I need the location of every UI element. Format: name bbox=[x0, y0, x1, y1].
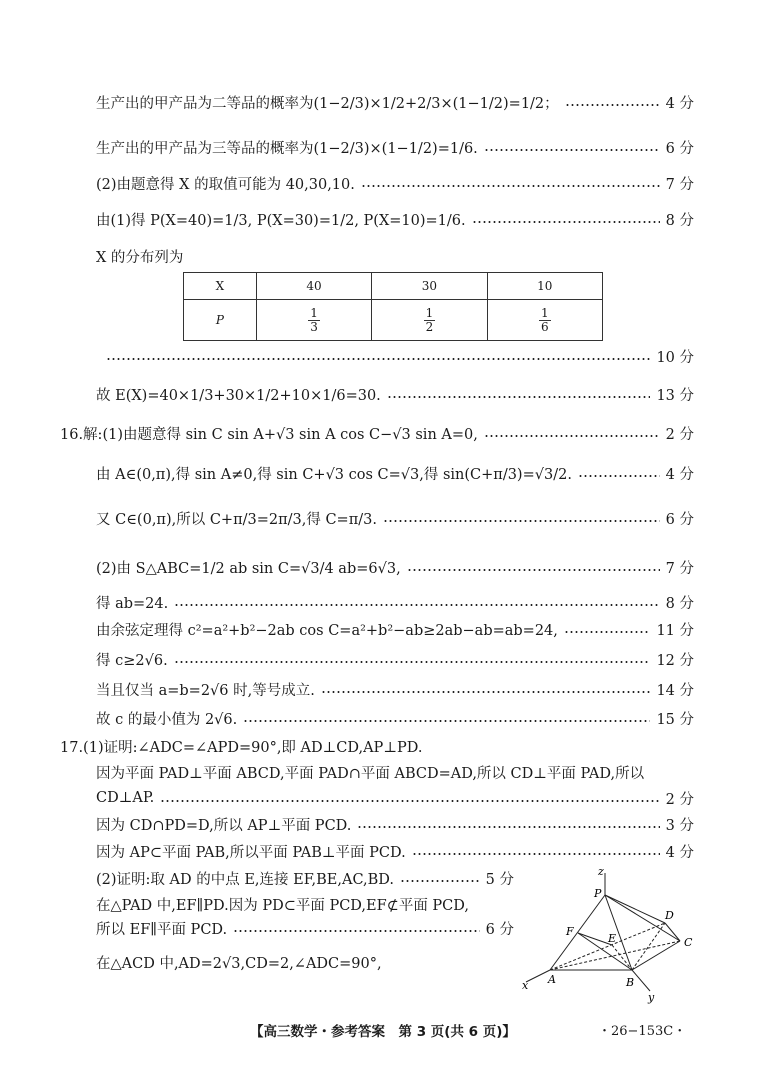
label-F: F bbox=[566, 925, 574, 938]
segment-EF bbox=[578, 933, 612, 945]
segment-FB bbox=[578, 933, 632, 970]
label-C: C bbox=[684, 936, 693, 949]
dot-leader bbox=[321, 691, 651, 693]
answer-line: 由余弦定理得 c²=a²+b²−2ab cos C=a²+b²−ab≥2ab−ab=ab=24, 11 分 bbox=[96, 622, 694, 639]
dot-leader bbox=[357, 826, 659, 828]
edge-DC bbox=[665, 923, 680, 941]
dot-leader bbox=[565, 104, 660, 106]
answer-line: 因为 AP⊂平面 PAB,所以平面 PAB⊥平面 PCD. 4 分 bbox=[96, 844, 694, 861]
answer-line: 当且仅当 a=b=2√6 时,等号成立. 14 分 bbox=[96, 682, 694, 699]
answer-line: 又 C∈(0,π),所以 C+π/3=2π/3,得 C=π/3. 6 分 bbox=[96, 511, 694, 528]
dot-leader bbox=[243, 720, 650, 722]
table-row bbox=[184, 273, 603, 300]
table-cell: $\frac{1}{3}$ bbox=[256, 300, 371, 341]
answer-line: 10 分 bbox=[100, 342, 694, 370]
dot-leader bbox=[106, 358, 650, 360]
diagonal-AC bbox=[550, 941, 680, 970]
label-D: D bbox=[665, 909, 674, 922]
dot-leader bbox=[472, 221, 660, 223]
dot-leader bbox=[383, 520, 660, 522]
edge-PA bbox=[550, 895, 605, 970]
answer-line: 得 c≥2√6. 12 分 bbox=[96, 652, 694, 669]
table-header-cell: 30 bbox=[372, 273, 487, 300]
table-row bbox=[184, 300, 603, 341]
dot-leader bbox=[174, 661, 651, 663]
segment-EB bbox=[612, 945, 632, 970]
table-header-cell: 10 bbox=[487, 273, 602, 300]
label-y: y bbox=[648, 991, 655, 1004]
answer-line: 生产出的甲产品为三等品的概率为(1−2/3)×(1−1/2)=1/6. 6 分 bbox=[96, 140, 694, 157]
dot-leader bbox=[233, 930, 480, 932]
label-z: z bbox=[598, 865, 604, 878]
page-footer: 【高三数学・参考答案 第 3 页(共 6 页)】 bbox=[250, 1024, 516, 1040]
label-E: E bbox=[608, 932, 617, 945]
answer-line: 由(1)得 P(X=40)=1/3, P(X=30)=1/2, P(X=10)=1/6. 8 分 bbox=[96, 212, 694, 229]
answer-line: 所以 EF∥平面 PCD. 6 分 bbox=[96, 921, 514, 938]
q17-line: 在△ACD 中,AD=2√3,CD=2,∠ADC=90°, bbox=[96, 956, 382, 972]
answer-line: (2)由题意得 X 的取值可能为 40,30,10. 7 分 bbox=[96, 176, 694, 193]
answer-line: 由 A∈(0,π),得 sin A≠0,得 sin C+√3 cos C=√3,得 sin(C+π/3)=√3/2. 4 分 bbox=[96, 466, 694, 483]
dot-leader bbox=[412, 853, 660, 855]
label-P: P bbox=[594, 887, 602, 900]
label-B: B bbox=[626, 976, 635, 989]
dot-leader bbox=[578, 475, 660, 477]
answer-line: 得 ab=24. 8 分 bbox=[96, 595, 694, 612]
dot-leader bbox=[484, 149, 660, 151]
answer-line: 16.解:(1)由题意得 sin C sin A+√3 sin A cos C−√3 sin A=0, 2 分 bbox=[60, 426, 694, 443]
q17-line: 在△PAD 中,EF∥PD.因为 PD⊂平面 PCD,EF⊄平面 PCD, bbox=[96, 898, 469, 914]
dot-leader bbox=[361, 185, 660, 187]
dot-leader bbox=[564, 631, 651, 633]
answer-line: 故 E(X)=40×1/3+30×1/2+10×1/6=30. 13 分 bbox=[96, 387, 694, 404]
answer-line: (2)由 S△ABC=1/2 ab sin C=√3/4 ab=6√3, 7 分 bbox=[96, 560, 694, 577]
dot-leader bbox=[160, 800, 659, 802]
dot-leader bbox=[387, 396, 651, 398]
table-header-cell: 40 bbox=[256, 273, 371, 300]
answer-line: CD⊥AP. 2 分 bbox=[96, 790, 694, 808]
answer-line: 故 c 的最小值为 2√6. 15 分 bbox=[96, 711, 694, 728]
y-axis bbox=[632, 970, 650, 991]
answer-line: (2)证明:取 AD 的中点 E,连接 EF,BE,AC,BD. 5 分 bbox=[96, 871, 514, 888]
label-A: A bbox=[548, 973, 556, 986]
distribution-table bbox=[183, 272, 603, 341]
table-cell: $\frac{1}{6}$ bbox=[487, 300, 602, 341]
table-cell: $\frac{1}{2}$ bbox=[372, 300, 487, 341]
dot-leader bbox=[407, 569, 660, 571]
label-x: x bbox=[522, 979, 529, 992]
x-axis bbox=[526, 970, 550, 982]
answer-line: 因为 CD∩PD=D,所以 AP⊥平面 PCD. 3 分 bbox=[96, 817, 694, 834]
table-row-label: P bbox=[184, 300, 257, 341]
dot-leader bbox=[400, 880, 480, 882]
dot-leader bbox=[174, 604, 659, 606]
q17-line: 17.(1)证明:∠ADC=∠APD=90°,即 AD⊥CD,AP⊥PD. bbox=[60, 740, 423, 756]
answer-line: 生产出的甲产品为二等品的概率为(1−2/3)×1/2+2/3×(1−1/2)=1/2； 4 分 bbox=[96, 95, 694, 112]
q17-line: 因为平面 PAD⊥平面 ABCD,平面 PAD∩平面 ABCD=AD,所以 CD⊥平面 PAD,所以 bbox=[96, 766, 645, 782]
paper-code: ・26−153C・ bbox=[598, 1024, 687, 1039]
dot-leader bbox=[484, 435, 660, 437]
table-header-cell: X bbox=[184, 273, 257, 300]
pyramid-figure bbox=[520, 865, 700, 1005]
edge-BC bbox=[632, 941, 680, 970]
distribution-caption: X 的分布列为 bbox=[96, 250, 184, 266]
